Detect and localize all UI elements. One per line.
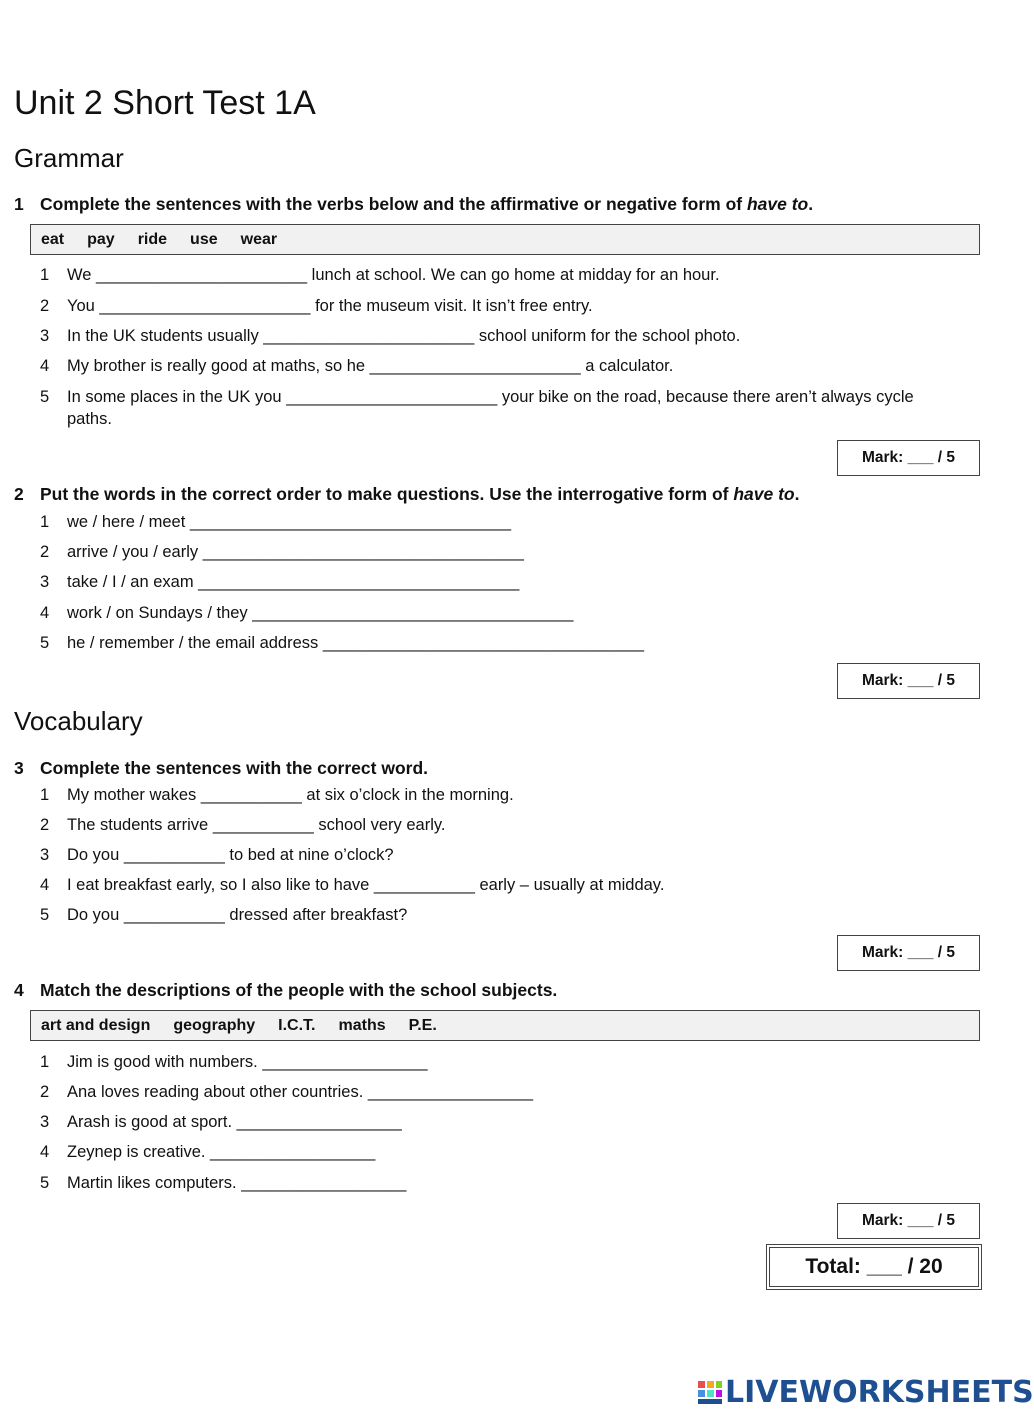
item-text[interactable]: You _______________________ for the museum visit. It isn’t free entry. (67, 297, 593, 315)
word-box-item: ride (137, 230, 168, 248)
page-title: Unit 2 Short Test 1A (14, 84, 316, 122)
q2-item-1 (40, 513, 511, 532)
q2-item-4 (40, 604, 573, 623)
word-box-item: eat (41, 230, 65, 248)
item-number: 4 (40, 357, 50, 375)
item-text[interactable]: Ana loves reading about other countries. __________________ (67, 1083, 534, 1101)
q2-item-3 (40, 573, 519, 592)
q3-item-4 (40, 876, 664, 895)
item-text[interactable]: Zeynep is creative. __________________ (67, 1143, 376, 1161)
section-heading-grammar: Grammar (14, 143, 124, 173)
instruction-text: Complete the sentences with the verbs below and the affirmative or negative form of (40, 194, 747, 214)
mark-box-q4: Mark: ___ / 5 (837, 1203, 980, 1239)
item-number: 4 (40, 1143, 50, 1161)
item-text[interactable]: In the UK students usually _______________________ school uniform for the school photo. (67, 327, 741, 345)
item-number: 2 (40, 816, 50, 834)
item-number: 5 (40, 906, 50, 924)
word-box-item: wear (240, 230, 278, 248)
q3-item-1 (40, 786, 514, 805)
word-box-item: geography (173, 1016, 256, 1034)
item-text[interactable]: Martin likes computers. __________________ (67, 1174, 407, 1192)
item-text[interactable]: My mother wakes ___________ at six o’clock in the morning. (67, 786, 514, 804)
item-number: 4 (40, 604, 50, 622)
question-2-instruction (14, 484, 799, 505)
instruction-emphasis: have to (746, 194, 809, 214)
q4-item-3 (40, 1113, 402, 1132)
liveworksheets-logo[interactable] (697, 1376, 1034, 1408)
q4-item-2 (40, 1083, 533, 1102)
section-heading-vocabulary: Vocabulary (14, 706, 143, 736)
item-number: 3 (40, 846, 50, 864)
q3-item-5 (40, 906, 407, 925)
q1-item-5-continued: paths. (67, 410, 112, 428)
q4-item-4 (40, 1143, 375, 1162)
question-number: 4 (14, 980, 24, 1000)
item-text[interactable]: he / remember / the email address ___________________________________ (67, 634, 645, 652)
item-number: 1 (40, 1053, 50, 1071)
item-number: 1 (40, 513, 50, 531)
question-1-instruction (14, 194, 813, 215)
q1-item-5 (40, 388, 914, 407)
question-4-instruction (14, 980, 557, 1001)
q1-item-3 (40, 327, 740, 346)
item-number: 2 (40, 1083, 50, 1101)
liveworksheets-logo-icon (697, 1379, 723, 1405)
item-text[interactable]: we / here / meet ___________________________________ (67, 513, 512, 531)
item-number: 2 (40, 297, 50, 315)
word-box-q1 (30, 224, 980, 255)
item-number: 1 (40, 786, 50, 804)
item-text[interactable]: I eat breakfast early, so I also like to have ___________ early – usually at midday. (67, 876, 665, 894)
q2-item-5 (40, 634, 644, 653)
item-text[interactable]: Do you ___________ dressed after breakfast? (67, 906, 408, 924)
word-box-item: maths (338, 1016, 386, 1034)
q4-item-1 (40, 1053, 428, 1072)
word-box-item: I.C.T. (278, 1016, 316, 1034)
q1-item-4 (40, 357, 673, 376)
item-text[interactable]: The students arrive ___________ school very early. (67, 816, 446, 834)
mark-box-q2: Mark: ___ / 5 (837, 663, 980, 699)
question-number: 2 (14, 484, 24, 504)
item-text[interactable]: Do you ___________ to bed at nine o’clock? (67, 846, 394, 864)
item-number: 3 (40, 573, 50, 591)
item-number: 4 (40, 876, 50, 894)
q1-item-1 (40, 266, 720, 285)
word-box-item: pay (87, 230, 115, 248)
item-text[interactable]: In some places in the UK you _______________________ your bike on the road, because there aren’t always cycle (67, 388, 914, 406)
instruction-text: Match the descriptions of the people with the school subjects. (40, 980, 558, 1000)
instruction-text: Complete the sentences with the correct word. (40, 758, 428, 778)
mark-box-q1: Mark: ___ / 5 (837, 440, 980, 476)
instruction-end: . (808, 194, 814, 214)
question-number: 1 (14, 194, 24, 214)
total-score-box: Total: ___ / 20 (766, 1244, 982, 1290)
item-number: 5 (40, 388, 50, 406)
question-3-instruction (14, 758, 428, 779)
item-number: 5 (40, 1174, 50, 1192)
question-number: 3 (14, 758, 24, 778)
mark-box-q3: Mark: ___ / 5 (837, 935, 980, 971)
q1-item-2 (40, 297, 593, 316)
item-number: 2 (40, 543, 50, 561)
item-text[interactable]: take / I / an exam ___________________________________ (67, 573, 520, 591)
item-number: 5 (40, 634, 50, 652)
instruction-text: Put the words in the correct order to make questions. Use the interrogative form of (40, 484, 734, 504)
item-text[interactable]: Arash is good at sport. __________________ (67, 1113, 402, 1131)
q4-item-5 (40, 1174, 406, 1193)
instruction-emphasis: have to (733, 484, 795, 504)
item-number: 3 (40, 1113, 50, 1131)
item-text[interactable]: arrive / you / early ___________________________________ (67, 543, 524, 561)
logo-text: LIVEWORKSHEETS (725, 1374, 1034, 1410)
item-text[interactable]: work / on Sundays / they ___________________________________ (67, 604, 574, 622)
instruction-end: . (794, 484, 800, 504)
item-text[interactable]: Jim is good with numbers. __________________ (67, 1053, 428, 1071)
q3-item-2 (40, 816, 446, 835)
item-text[interactable]: We _______________________ lunch at school. We can go home at midday for an hour. (67, 266, 720, 284)
word-box-item: P.E. (408, 1016, 437, 1034)
word-box-q4 (30, 1010, 980, 1041)
item-text[interactable]: My brother is really good at maths, so he _______________________ a calculator. (67, 357, 674, 375)
word-box-item: art and design (41, 1016, 151, 1034)
item-number: 1 (40, 266, 50, 284)
item-number: 3 (40, 327, 50, 345)
q3-item-3 (40, 846, 394, 865)
word-box-item: use (190, 230, 218, 248)
q2-item-2 (40, 543, 524, 562)
